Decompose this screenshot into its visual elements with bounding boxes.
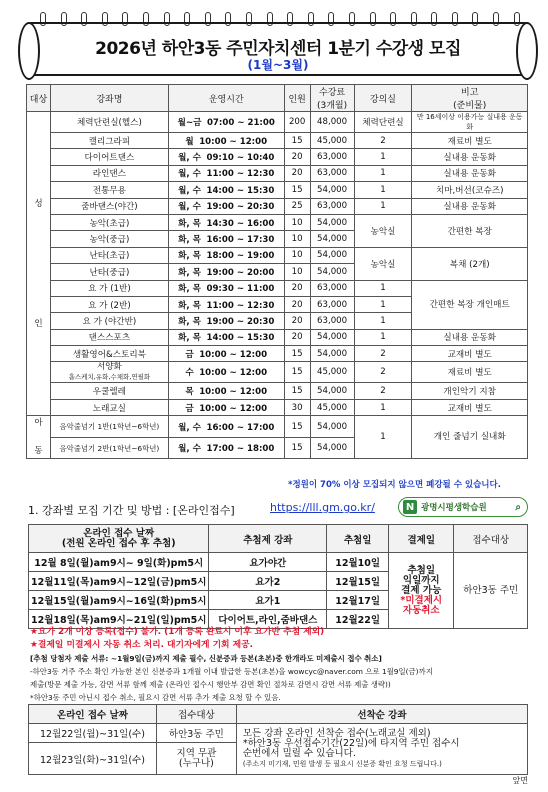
table-row: 생활영어&스토리북 금 10:00 ~ 12:00 15 54,000 2 교재비 별도 bbox=[27, 346, 528, 362]
header-note: 비고 (준비물) bbox=[412, 85, 528, 112]
table-row: 12월23일(화)~31일(수) 지역 무관 (누구나) bbox=[29, 743, 528, 775]
lottery-header-date: 온라인 접수 날짜 (전원 온라인 접수 후 추첨) bbox=[29, 525, 209, 553]
group-child: 아 동 bbox=[27, 416, 51, 459]
table-header bbox=[27, 85, 528, 112]
page-subtitle: (1월~3월) bbox=[247, 58, 309, 72]
search-icon: ⌕ bbox=[515, 501, 521, 513]
table-row: 농악(초급) 화, 목 14:30 ~ 16:00 10 54,000 농악실 간편한 복장 bbox=[27, 214, 528, 230]
payment-note: 추첨일 익일까지 결제 가능 *미결제시 자동취소 bbox=[389, 553, 454, 629]
first-header-date: 온라인 접수 날짜 bbox=[29, 705, 157, 724]
first-come-text: 모든 강좌 온라인 선착순 접수(노래교실 제외) *하안3동 우선접수기간(22일)에 타지역 주민 접수시 순번에서 밀릴 수 있습니다. (주소지 미기재, 민원 발생 등 필요시 신분증 확인 요청 드립니다.) bbox=[236, 724, 527, 775]
table-row: 다이어트댄스 월, 수 09:10 ~ 10:40 20 63,000 1 실내용 운동화 bbox=[27, 149, 528, 165]
header-room: 강의실 bbox=[354, 85, 412, 112]
table-row: 농악(중급) 화, 목 16:00 ~ 17:30 10 54,000 bbox=[27, 231, 528, 247]
yoga-note: 간편한 복장 개인매트 bbox=[412, 280, 528, 329]
logo-icon: N bbox=[403, 500, 417, 514]
nanta-note: 복채 (2개) bbox=[412, 247, 528, 280]
table-row: 우쿨렐레 목 10:00 ~ 12:00 15 54,000 2 개인악기 지참 bbox=[27, 383, 528, 399]
nongak-room: 농악실 bbox=[354, 214, 412, 247]
table-row: 노래교실 금 10:00 ~ 12:00 30 45,000 1 교재비 별도 bbox=[27, 399, 528, 415]
table-row: 댄스스포츠 화, 목 14:00 ~ 15:30 20 54,000 1 실내용 운동화 bbox=[27, 329, 528, 345]
learning-center-logo[interactable]: N 광명시평생학습원 ⌕ bbox=[398, 497, 528, 517]
table-row: 난타(중급) 화, 목 19:00 ~ 20:00 10 54,000 bbox=[27, 264, 528, 280]
notice-block: ★요가 2개 이상 등록(접수) 불가. (1개 등록 완료시 이후 요가반 추첨 제외) ★결제일 미결제시 자동 취소 처리. 대기자에게 기회 제공. [추첨 당첨자 제출 서류: ~1월9일(금)까지 제출 필수, 신분증과 등본(초본)중 한개라도 미제출시 접수 취소] -하안3동 거주 주소 확인 가능한 본인 신분증과 1개월 이내 발급한 등본(초본)을 wowcyc@naver.com 으로 1월9일(금)까지 제출(방문 제출 가능, 감면 서류 함께 제출 (온라인 접수시 행안부 감면 확인 절차로 감면시 감면 서류 제출 생략)) *하안3동 주민 아닌시 접수 취소, 필요시 감면 서류 추가 제출 요청 할 수 있음. bbox=[30, 627, 433, 702]
signup-link[interactable]: https://lll.gm.go.kr/ bbox=[270, 501, 375, 514]
table-row: 12월11일(목)am9시~12일(금)pm5시 요가2 12월15일 bbox=[29, 572, 528, 591]
jump-room: 1 bbox=[354, 416, 412, 459]
group-adult: 성 인 bbox=[27, 112, 51, 416]
table-row: 줌바댄스(야간) 월, 수 19:00 ~ 20:30 25 63,000 1 실내용 운동화 bbox=[27, 198, 528, 214]
lottery-header-draw: 추첨일 bbox=[327, 525, 389, 553]
header-target: 대상 bbox=[27, 85, 51, 112]
lottery-target: 하안3동 주민 bbox=[454, 553, 528, 629]
nanta-room: 농악실 bbox=[354, 247, 412, 280]
table-row: 12월18일(목)am9시~21일(일)pm5시 다이어트,라인,줌바댄스 12월22일 bbox=[29, 610, 528, 629]
page-label: 앞면 bbox=[512, 776, 528, 785]
table-row: 라인댄스 월, 수 11:00 ~ 12:30 20 63,000 1 실내용 운동화 bbox=[27, 165, 528, 181]
min-enrollment-note: *정원이 70% 이상 모집되지 않으면 폐강될 수 있습니다. bbox=[288, 480, 501, 490]
section-heading: 1. 강좌별 모집 기간 및 방법 : [온라인접수] bbox=[28, 504, 235, 517]
course-cap: 200 bbox=[284, 112, 310, 133]
first-come-table bbox=[28, 704, 528, 775]
course-note: 만 16세이상 이용가능 실내용 운동화 bbox=[412, 112, 528, 133]
course-name: 체력단련실(헬스) bbox=[50, 112, 168, 133]
jump-note: 개인 줄넘기 실내화 bbox=[412, 416, 528, 459]
page-title: 2026년 하안3동 주민자치센터 1분기 수강생 모집 bbox=[95, 39, 461, 59]
first-header-target: 접수대상 bbox=[156, 705, 236, 724]
table-row: 요 가 (2반) 화, 목 11:00 ~ 12:30 20 63,000 1 bbox=[27, 296, 528, 312]
table-row: 서양화 흡스케치,유화,수채화,연필화 수 10:00 ~ 12:00 15 45,000 2 재료비 별도 bbox=[27, 362, 528, 383]
lottery-table bbox=[28, 524, 528, 629]
table-row: 요 가 (1반) 화, 목 09:30 ~ 11:00 20 63,000 1 간편한 복장 개인매트 bbox=[27, 280, 528, 296]
course-fee: 48,000 bbox=[310, 112, 354, 133]
course-time: 월~금 07:00 ~ 21:00 bbox=[168, 112, 284, 133]
table-row: 전통무용 월, 수 14:00 ~ 15:30 15 54,000 1 치마,버선(코슈즈) bbox=[27, 182, 528, 198]
header-fee: 수강료 (3개월) bbox=[310, 85, 354, 112]
first-header-course: 선착순 강좌 bbox=[236, 705, 527, 724]
table-row: 음악줄넘기 2반(1학년~6학년) 월, 수 17:00 ~ 18:00 15 54,000 bbox=[27, 437, 528, 459]
course-table bbox=[26, 84, 528, 459]
lottery-header-target: 접수대상 bbox=[454, 525, 528, 553]
table-row: 난타(초급) 화, 목 18:00 ~ 19:00 10 54,000 농악실 복채 (2개) bbox=[27, 247, 528, 263]
table-row: 아 동 음악줄넘기 1반(1학년~6학년) 월, 수 16:00 ~ 17:00 15 54,000 1 개인 줄넘기 실내화 bbox=[27, 416, 528, 438]
table-row bbox=[27, 112, 528, 133]
table-row: 12월 8일(월)am9시~ 9일(화)pm5시 요가야간 12월10일 추첨일 익일까지 결제 가능 *미결제시 자동취소 하안3동 주민 bbox=[29, 553, 528, 572]
table-row: 12월22일(월)~31일(수) 하안3동 주민 모든 강좌 온라인 선착순 접수(노래교실 제외) *하안3동 우선접수기간(22일)에 타지역 주민 접수시 순번에서 밀릴 수 있습니다. (주소지 미기재, 민원 발생 등 필요시 신분증 확인 요청 드립니다.) bbox=[29, 724, 528, 743]
table-row: 12월15일(월)am9시~16일(화)pm5시 요가1 12월17일 bbox=[29, 591, 528, 610]
lottery-header-pay: 결제일 bbox=[389, 525, 454, 553]
header-time: 운영시간 bbox=[168, 85, 284, 112]
lottery-header-course: 추첨제 강좌 bbox=[209, 525, 327, 553]
nongak-note: 간편한 복장 bbox=[412, 214, 528, 247]
table-row: 캘리그라피 월 10:00 ~ 12:00 15 45,000 2 재료비 별도 bbox=[27, 133, 528, 149]
table-row: 요 가 (야간반) 화, 목 19:00 ~ 20:30 20 63,000 1 bbox=[27, 313, 528, 329]
header-cap: 인원 bbox=[284, 85, 310, 112]
course-room: 체력단련실 bbox=[354, 112, 412, 133]
header-course: 강좌명 bbox=[50, 85, 168, 112]
title-banner bbox=[28, 22, 528, 76]
